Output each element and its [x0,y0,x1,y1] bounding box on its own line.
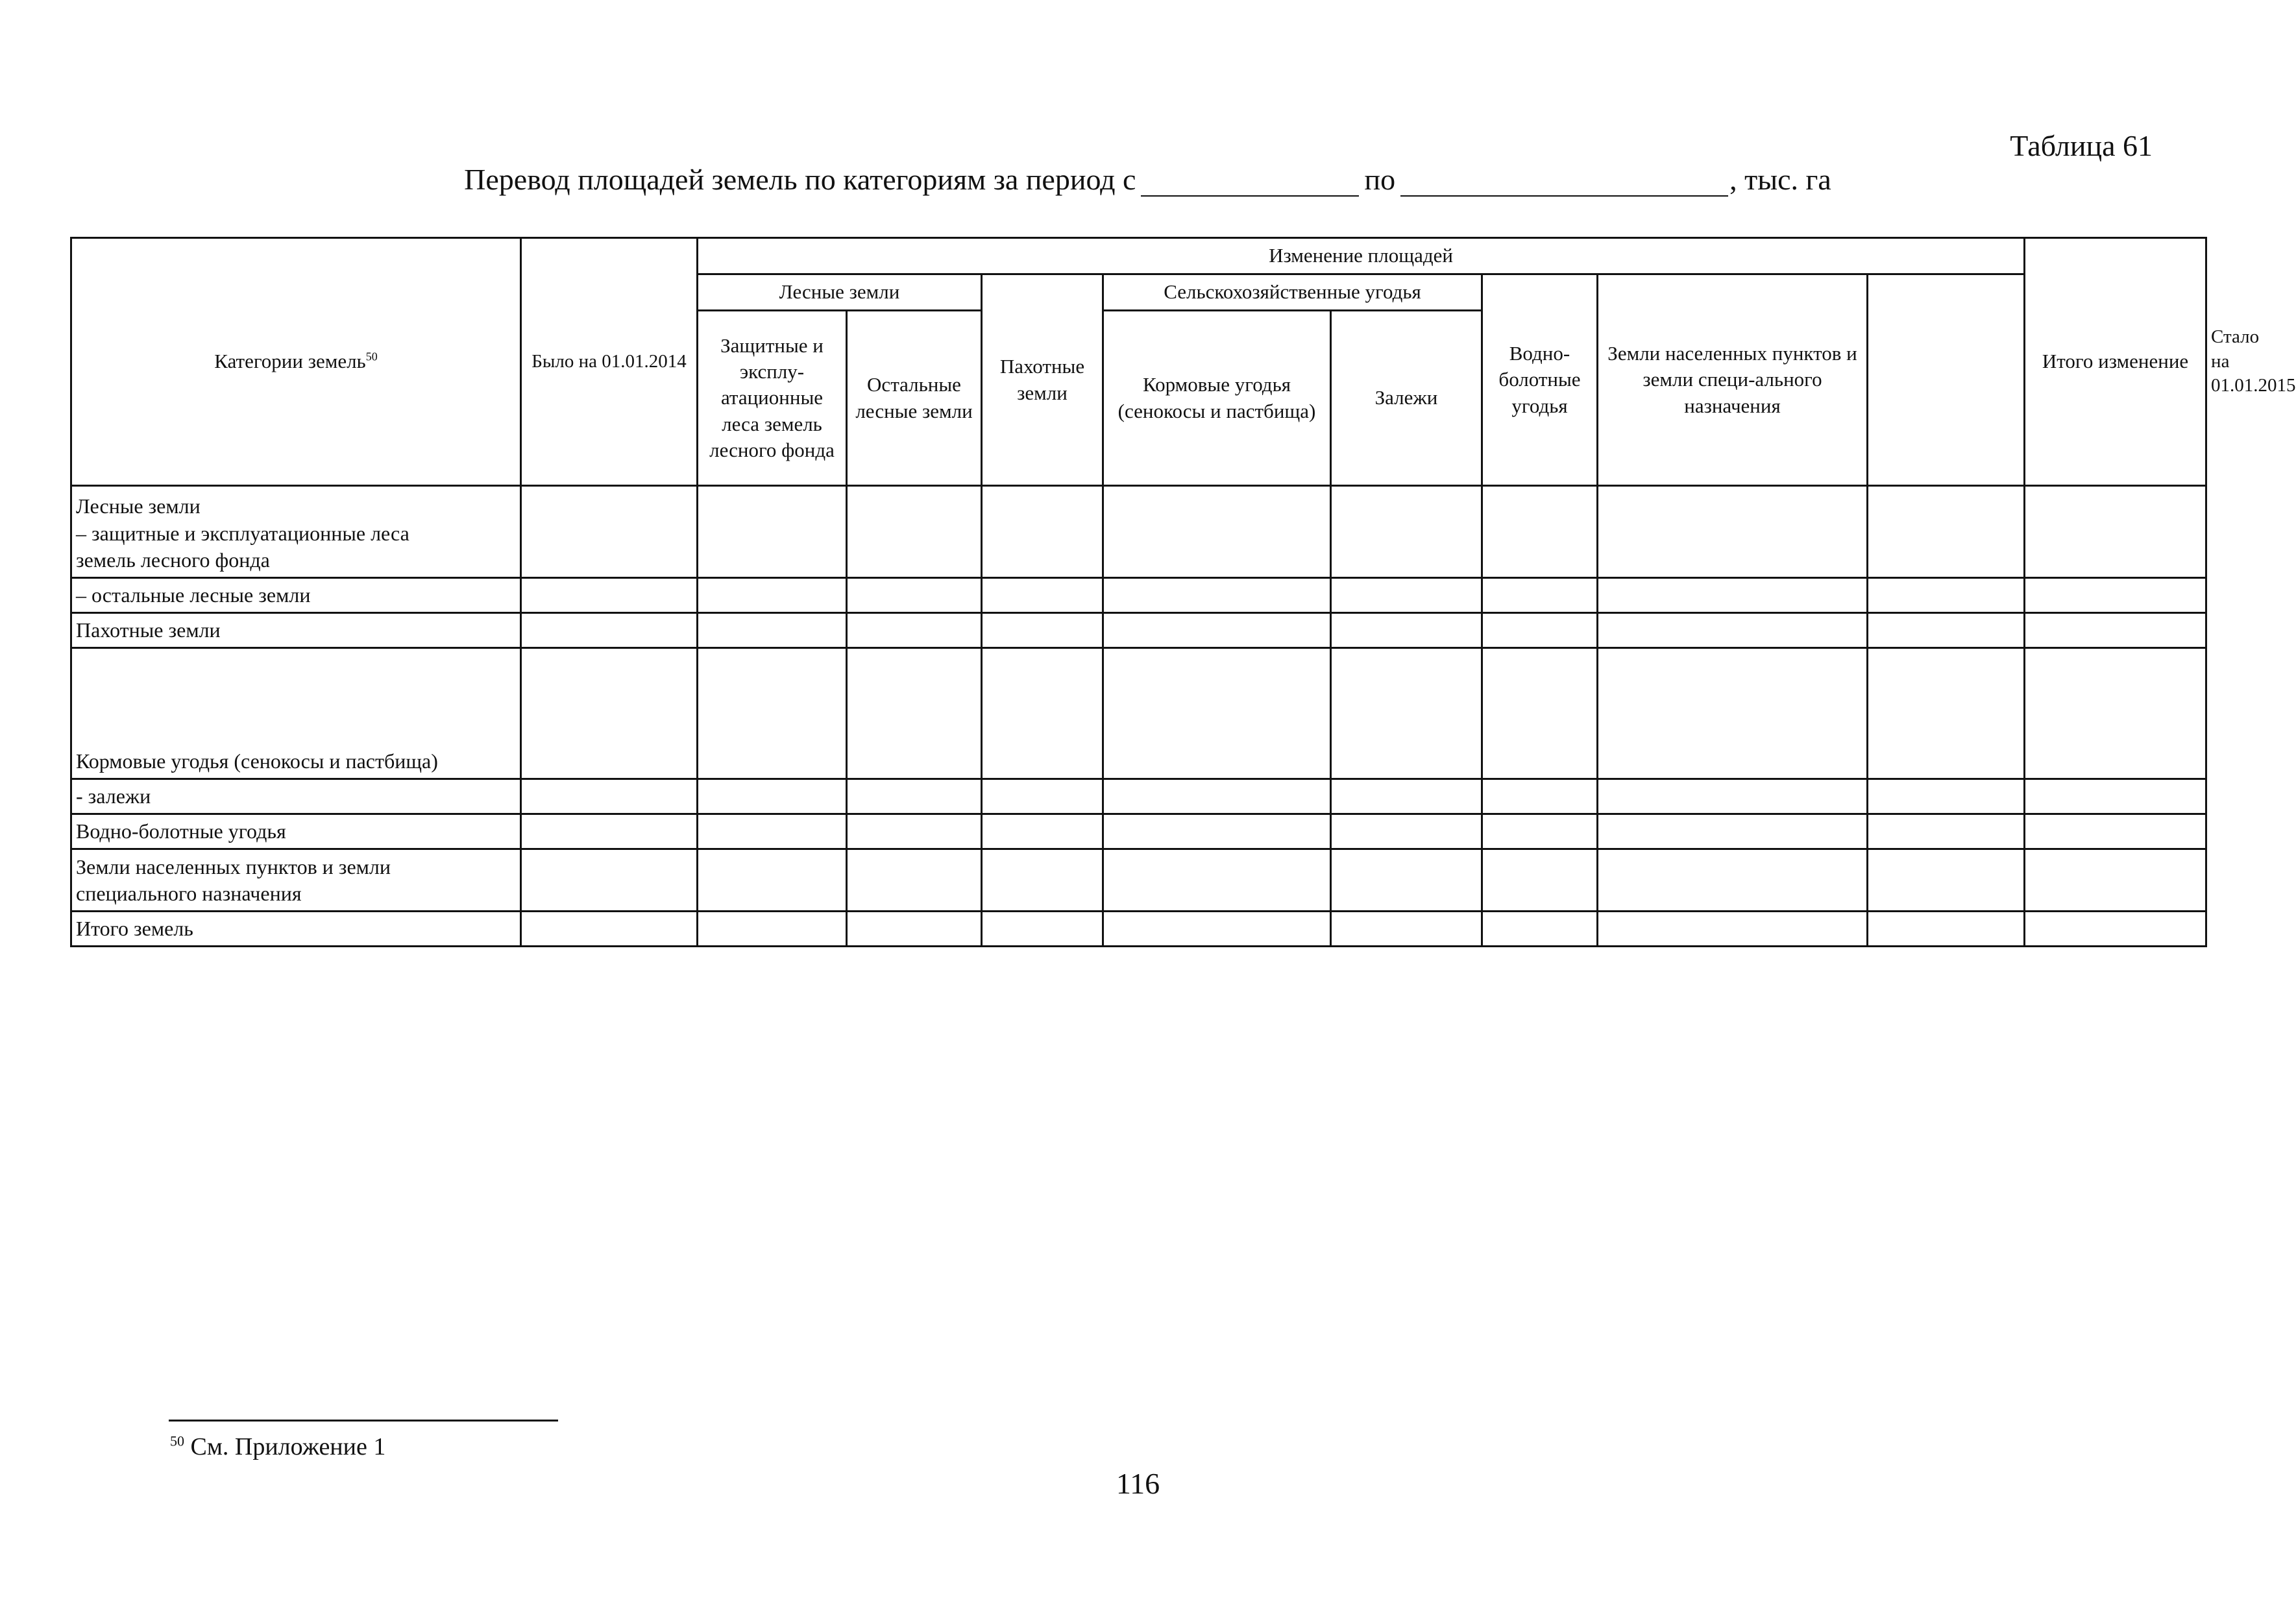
data-cell[interactable] [1482,849,1598,912]
data-cell[interactable] [847,648,982,779]
table-row [71,486,2206,578]
period-end-blank[interactable] [1400,167,1728,197]
data-cell[interactable] [1482,648,1598,779]
data-cell[interactable] [1598,814,1868,849]
data-cell[interactable] [1331,849,1482,912]
data-cell[interactable] [521,912,698,947]
table-row [71,849,2206,912]
data-cell[interactable] [1598,779,1868,814]
data-cell[interactable] [1482,814,1598,849]
data-cell[interactable] [698,486,847,578]
data-cell[interactable] [2025,648,2206,779]
data-cell[interactable] [1598,648,1868,779]
data-cell[interactable] [521,578,698,613]
data-cell[interactable] [1103,849,1331,912]
row-label [71,648,521,779]
footnote-rule [169,1420,558,1421]
data-cell[interactable] [2025,814,2206,849]
data-cell[interactable] [2025,613,2206,648]
data-cell[interactable] [1482,578,1598,613]
page-number: 116 [1116,1467,1160,1500]
data-cell[interactable] [1331,814,1482,849]
data-cell[interactable] [521,486,698,578]
data-cell[interactable] [1331,648,1482,779]
header-fallow: Залежи [1331,311,1482,486]
header-fodder: Кормовые угодья (сенокосы и пастбища) [1103,311,1331,486]
row-label [71,849,521,912]
table-number: Таблица 61 [2010,129,2153,162]
data-cell[interactable] [521,814,698,849]
data-cell[interactable] [1331,613,1482,648]
data-cell[interactable] [521,779,698,814]
data-cell[interactable] [521,613,698,648]
row-label-line: Водно-болотные угодья [76,819,286,843]
row-label-line: – защитные и эксплуатационные леса [76,521,409,545]
data-cell[interactable] [982,486,1103,578]
header-change: Изменение площадей [698,238,2025,274]
data-cell[interactable] [698,912,847,947]
data-cell[interactable] [1598,578,1868,613]
row-label-line: земель лесного фонда [76,548,270,572]
data-cell[interactable] [1482,613,1598,648]
data-cell[interactable] [1482,779,1598,814]
row-label [71,814,521,849]
data-cell[interactable] [847,613,982,648]
data-cell[interactable] [1868,912,2025,947]
row-label-line: специального назначения [76,882,302,906]
data-cell[interactable] [521,648,698,779]
data-cell[interactable] [2025,849,2206,912]
table-row [71,779,2206,814]
data-cell[interactable] [1482,912,1598,947]
header-other-forest: Остальные лесные земли [847,311,982,486]
data-cell[interactable] [1868,486,2025,578]
data-cell[interactable] [1103,613,1331,648]
data-cell[interactable] [982,648,1103,779]
data-cell[interactable] [982,779,1103,814]
table-row [71,648,2206,779]
data-cell[interactable] [982,613,1103,648]
data-cell[interactable] [1868,849,2025,912]
data-cell[interactable] [847,779,982,814]
table-title [0,162,2276,197]
row-label-line: - залежи [76,784,151,808]
row-label-line: Кормовые угодья (сенокосы и пастбища) [76,749,438,773]
data-cell[interactable] [698,814,847,849]
data-cell[interactable] [982,849,1103,912]
row-label [71,578,521,613]
data-cell[interactable] [982,814,1103,849]
data-cell[interactable] [847,849,982,912]
data-cell[interactable] [1868,578,2025,613]
header-wetland: Водно-болотные угодья [1482,274,1598,486]
data-cell[interactable] [982,578,1103,613]
data-cell[interactable] [1103,779,1331,814]
data-cell[interactable] [1868,779,2025,814]
data-cell[interactable] [1598,849,1868,912]
data-cell[interactable] [1331,486,1482,578]
header-arable: Пахотные земли [982,274,1103,486]
data-cell[interactable] [521,849,698,912]
title-middle: по [1364,163,1396,196]
land-transfer-table: Категории земель$^{50}$ Было на 01.01.2014 Изменение площадей Итого изменение Стало на 01.01.2015 Лесные земли Пахотные земли Сельскохозяйственные угодья Водно-болотные угодья Земли населенных пунктов и земли специ-ального назначения Защитные и эксплу-атационные леса земель лесного фонда Остальные лесные земли Кормовые угодья (сенокосы и пастбища) Залежи Лесные земли – защитные и эксплуатационные леса земель лесного фонда – остальные лесные земли Пахотные земли Кормовые угодья (сенокосы и пастбища) - залежи Водно-болотные угодья Земли населенных пунктов и земли специального назначения Итого земель [70,237,2207,947]
data-cell[interactable] [1103,578,1331,613]
data-cell[interactable] [1103,912,1331,947]
data-cell[interactable] [1331,912,1482,947]
title-suffix: , тыс. га [1729,163,1831,196]
data-cell[interactable] [698,613,847,648]
footnote: $^{50}$ См. Приложение 1 [170,1433,386,1460]
header-agri: Сельскохозяйственные угодья [1103,274,1482,311]
data-cell[interactable] [1103,814,1331,849]
table-body [71,486,2206,947]
title-prefix: Перевод площадей земель по категориям за период с [464,163,1136,196]
data-cell[interactable] [2025,486,2206,578]
row-label [71,486,521,578]
data-cell[interactable] [847,578,982,613]
data-cell[interactable] [1331,578,1482,613]
header-protective: Защитные и эксплу-атационные леса земель лесного фонда [698,311,847,486]
table-row [71,613,2206,648]
row-label-line: – остальные лесные земли [76,583,311,607]
data-cell[interactable] [1598,486,1868,578]
data-cell[interactable] [698,779,847,814]
period-start-blank[interactable] [1141,167,1359,197]
data-cell[interactable] [847,814,982,849]
row-label [71,779,521,814]
row-label-line: Итого земель [76,917,193,941]
data-cell[interactable] [847,486,982,578]
header-total-change: Итого изменение [2025,238,2206,486]
data-cell[interactable] [1868,613,2025,648]
data-cell[interactable] [2025,779,2206,814]
data-cell[interactable] [847,912,982,947]
data-cell[interactable] [1868,814,2025,849]
row-label-line: Земли населенных пунктов и земли [76,854,391,878]
data-cell[interactable] [1598,912,1868,947]
header-was: Было на 01.01.2014 [521,238,698,486]
data-cell[interactable] [1103,648,1331,779]
data-cell[interactable] [1331,779,1482,814]
row-label-line: Пахотные земли [76,618,221,642]
data-cell[interactable] [1482,486,1598,578]
table-row [71,912,2206,947]
row-label-line: Лесные земли [76,494,201,518]
data-cell[interactable] [1598,613,1868,648]
data-cell[interactable] [1868,648,2025,779]
data-cell[interactable] [698,578,847,613]
row-label [71,613,521,648]
data-cell[interactable] [698,849,847,912]
data-cell[interactable] [2025,578,2206,613]
header-forest: Лесные земли [698,274,982,311]
table-row [71,814,2206,849]
header-settlements: Земли населенных пунктов и земли специ-ального назначения [1598,274,1868,486]
data-cell[interactable] [982,912,1103,947]
data-cell[interactable] [1103,486,1331,578]
table-row [71,578,2206,613]
data-cell[interactable] [698,648,847,779]
header-categories: Категории земель$^{50}$ [71,238,521,486]
data-cell[interactable] [2025,912,2206,947]
row-label [71,912,521,947]
